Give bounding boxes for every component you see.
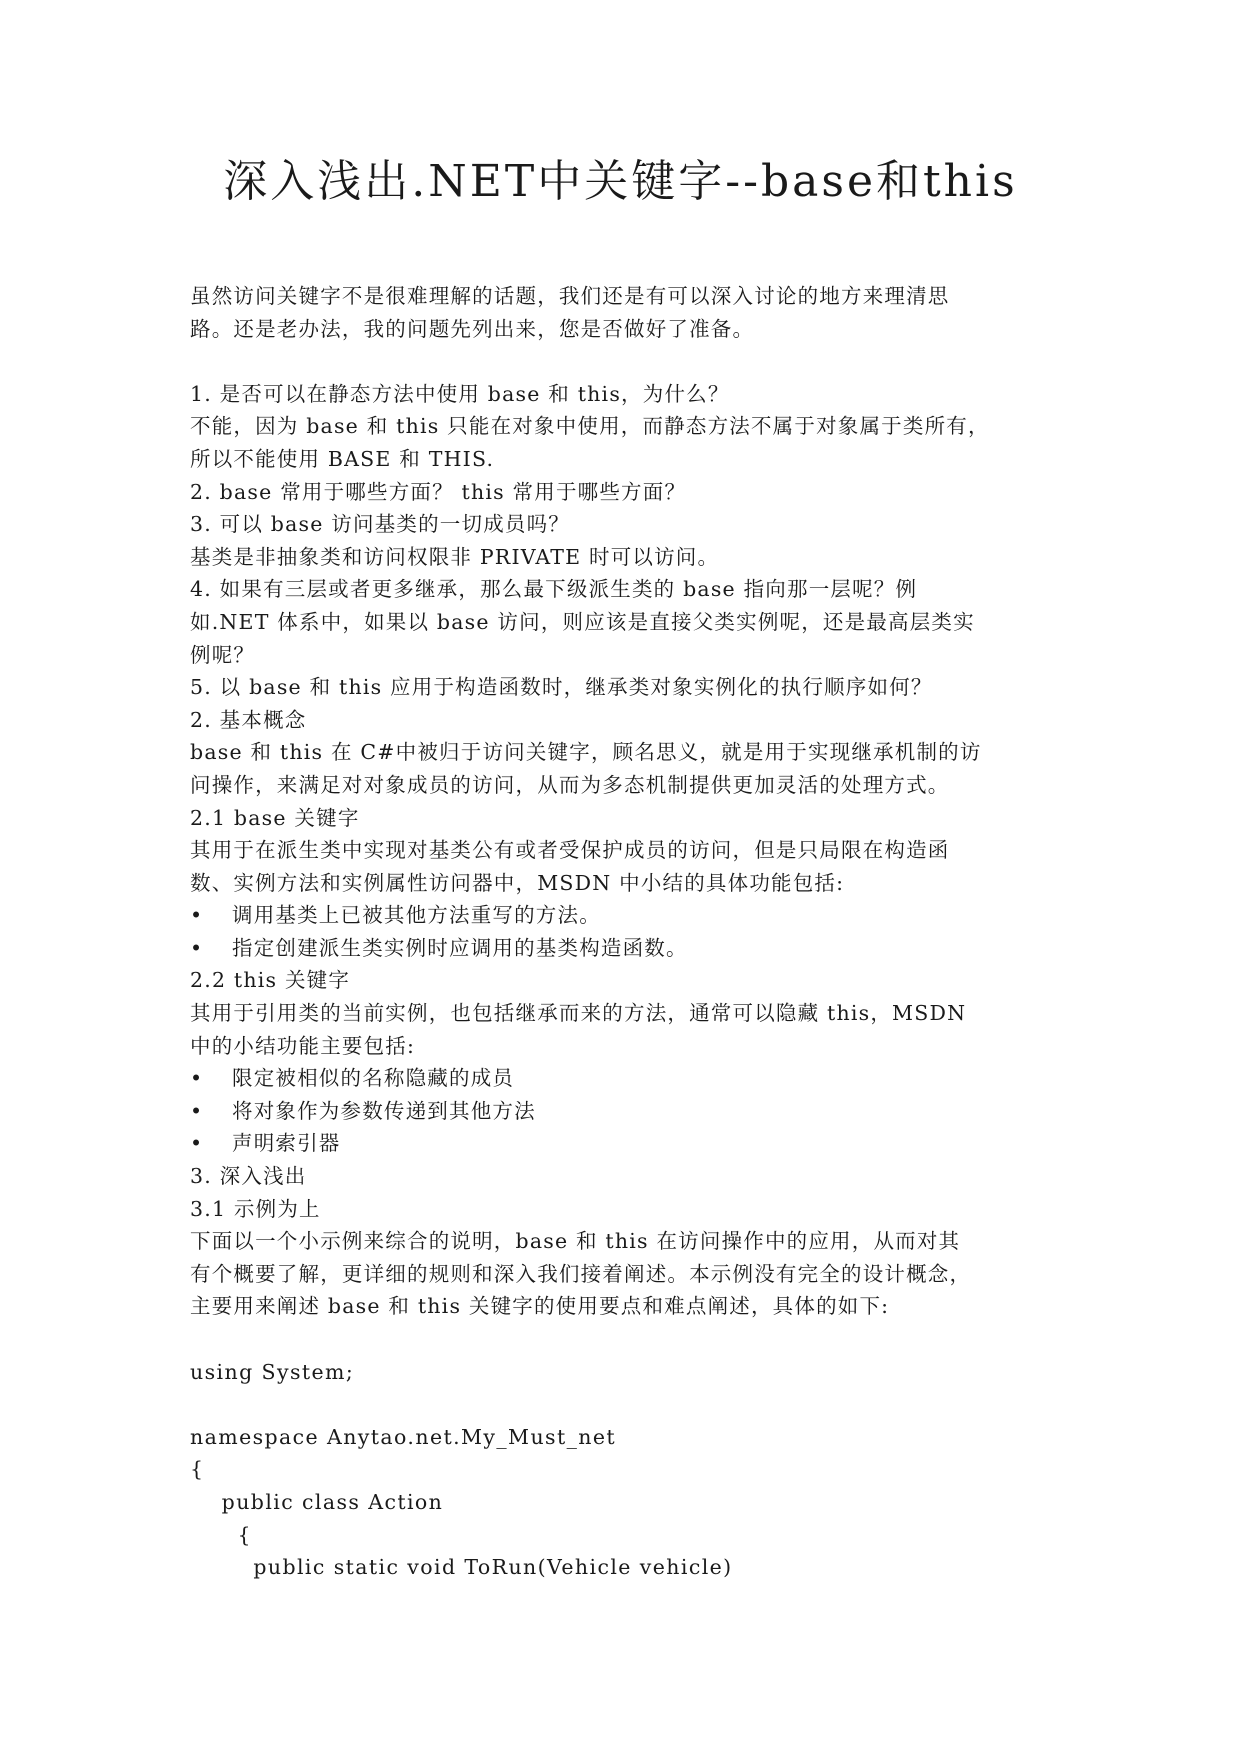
bullet-marker: • (190, 935, 204, 960)
text-line: 主要用来阐述 base 和 this 关键字的使用要点和难点阐述，具体的如下: (190, 1294, 890, 1319)
code-line: { (190, 1522, 252, 1547)
text-line: 3. 可以 base 访问基类的一切成员吗？ (190, 512, 571, 537)
text-line: 例呢？ (190, 642, 256, 667)
text-line: 其用于在派生类中实现对基类公有或者受保护成员的访问，但是只局限在构造函 (190, 838, 950, 863)
bullet-marker: • (190, 1066, 204, 1091)
text-line: 1. 是否可以在静态方法中使用 base 和 this，为什么？ (190, 381, 730, 406)
bullet-marker: • (190, 1098, 204, 1123)
text-line: 4. 如果有三层或者更多继承，那么最下级派生类的 base 指向那一层呢？例 (190, 577, 918, 602)
bullet-item (190, 1127, 1050, 1160)
code-line: public class Action (190, 1489, 444, 1514)
text-line: 基类是非抽象类和访问权限非 PRIVATE 时可以访问。 (190, 544, 720, 569)
text-line: 2. base 常用于哪些方面？ this 常用于哪些方面？ (190, 479, 687, 504)
code-line: using System; (190, 1359, 355, 1384)
code-line: public static void ToRun(Vehicle vehicle) (190, 1555, 733, 1580)
text-line: 3. 深入浅出 (190, 1164, 307, 1189)
bullet-marker: • (190, 903, 204, 928)
text-line: 2.2 this 关键字 (190, 968, 351, 993)
document-title: 深入浅出.NET中关键字--base和this (223, 156, 1018, 207)
text-line: 2. 基本概念 (190, 707, 307, 732)
bullet-item (190, 932, 1050, 965)
text-line: 2.1 base 关键字 (190, 805, 360, 830)
blank-line (190, 345, 1050, 378)
document-body (190, 280, 1050, 1584)
bullet-item (190, 1095, 1050, 1128)
bullet-text: 调用基类上已被其他方法重写的方法。 (232, 903, 601, 928)
bullet-text: 声明索引器 (232, 1131, 341, 1156)
code-line: { (190, 1457, 205, 1482)
code-line: namespace Anytao.net.My_Must_net (190, 1424, 617, 1449)
bullet-marker: • (190, 1131, 204, 1156)
text-line: 不能，因为 base 和 this 只能在对象中使用，而静态方法不属于对象属于类所有， (190, 414, 990, 439)
bullet-item (190, 1062, 1050, 1095)
text-line: 虽然访问关键字不是很难理解的话题，我们还是有可以深入讨论的地方来理清思 (190, 284, 950, 308)
bullet-item (190, 899, 1050, 932)
text-line: 问操作，来满足对对象成员的访问，从而为多态机制提供更加灵活的处理方式。 (190, 772, 950, 797)
text-line: 数、实例方法和实例属性访问器中，MSDN 中小结的具体功能包括: (190, 870, 845, 895)
bullet-text: 指定创建派生类实例时应调用的基类构造函数。 (232, 935, 688, 960)
text-line: 下面以一个小示例来综合的说明，base 和 this 在访问操作中的应用，从而对其 (190, 1229, 961, 1254)
bullet-text: 限定被相似的名称隐藏的成员 (232, 1066, 515, 1091)
text-line: 3.1 示例为上 (190, 1196, 321, 1221)
text-line: 5. 以 base 和 this 应用于构造函数时，继承类对象实例化的执行顺序如何？ (190, 675, 933, 700)
bullet-text: 将对象作为参数传递到其他方法 (232, 1098, 536, 1123)
blank-line (190, 1323, 1050, 1356)
blank-line (190, 1388, 1050, 1421)
text-line: 如.NET 体系中，如果以 base 访问，则应该是直接父类实例呢，还是最高层类实 (190, 609, 975, 634)
text-line: 所以不能使用 BASE 和 THIS. (190, 446, 495, 471)
text-line: 中的小结功能主要包括: (190, 1033, 416, 1058)
text-line: 其用于引用类的当前实例，也包括继承而来的方法，通常可以隐藏 this，MSDN (190, 1001, 967, 1026)
text-line: 路。还是老办法，我的问题先列出来，您是否做好了准备。 (190, 316, 755, 341)
text-line: base 和 this 在 C#中被归于访问关键字，顾名思义，就是用于实现继承机制的访 (190, 740, 982, 765)
text-line: 有个概要了解，更详细的规则和深入我们接着阐述。本示例没有完全的设计概念， (190, 1261, 972, 1286)
